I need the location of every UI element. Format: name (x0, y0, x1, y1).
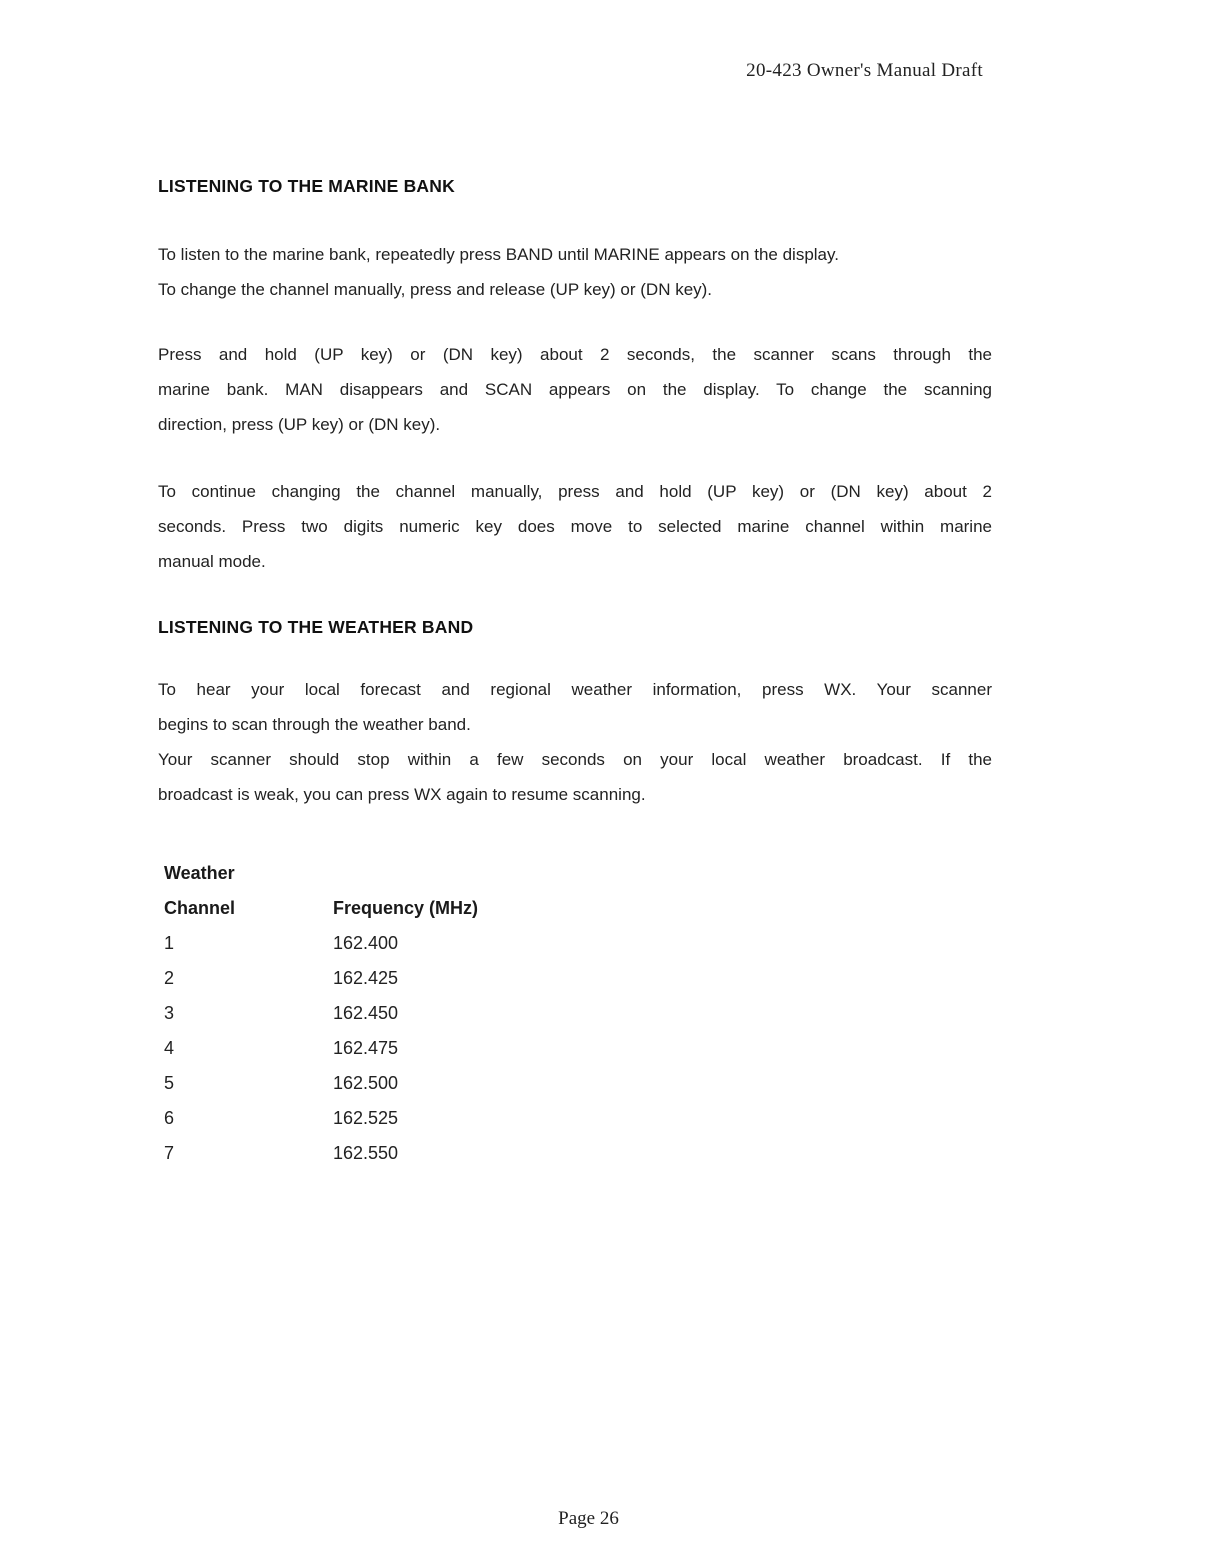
table-row (164, 1066, 533, 1101)
table-row (164, 996, 533, 1031)
paragraph-marine-scan (158, 337, 992, 442)
page-header: 20-423 Owner's Manual Draft (746, 60, 983, 81)
column-header-channel-line1: Weather (164, 863, 235, 883)
paragraph-marine-intro (158, 237, 992, 307)
frequency-cell: 162.475 (333, 1038, 399, 1058)
paragraph-marine-manual (158, 474, 992, 579)
paragraph-line: manual mode. (158, 552, 266, 571)
table-header-row (164, 891, 533, 926)
paragraph-line: Your scanner should stop within a few seconds on your local weather broadcast. If the (158, 750, 992, 769)
frequency-cell: 162.425 (333, 968, 399, 988)
column-header-frequency: Frequency (MHz) (333, 898, 479, 918)
paragraph-line: To hear your local forecast and regional weather information, press WX. Your scanner (158, 680, 992, 699)
column-header-channel: Channel (164, 898, 236, 918)
paragraph-line: seconds. Press two digits numeric key does move to selected marine channel within marine (158, 517, 992, 536)
channel-cell: 7 (164, 1143, 175, 1163)
paragraph-line: Press and hold (UP key) or (DN key) about 2 seconds, the scanner scans through the (158, 345, 992, 364)
paragraph-line: direction, press (UP key) or (DN key). (158, 415, 441, 434)
paragraph-line: marine bank. MAN disappears and SCAN appears on the display. To change the scanning (158, 380, 992, 399)
weather-channel-table (164, 856, 533, 1171)
frequency-cell: 162.550 (333, 1143, 399, 1163)
frequency-cell: 162.500 (333, 1073, 399, 1093)
paragraph-weather-stop (158, 742, 992, 812)
frequency-cell: 162.450 (333, 1003, 399, 1023)
page-number: Page 26 (558, 1508, 619, 1529)
channel-cell: 1 (164, 933, 175, 953)
paragraph-line: To change the channel manually, press and release (UP key) or (DN key). (158, 280, 713, 299)
channel-cell: 3 (164, 1003, 175, 1023)
table-row (164, 1136, 533, 1171)
section-heading-marine: LISTENING TO THE MARINE BANK (158, 176, 455, 196)
channel-cell: 2 (164, 968, 175, 988)
channel-cell: 6 (164, 1108, 175, 1128)
channel-cell: 5 (164, 1073, 175, 1093)
table-row (164, 1031, 533, 1066)
page-footer (0, 1508, 1221, 1530)
paragraph-line: To continue changing the channel manually, press and hold (UP key) or (DN key) about 2 (158, 482, 992, 501)
paragraph-line: broadcast is weak, you can press WX again to resume scanning. (158, 785, 646, 804)
frequency-cell: 162.400 (333, 933, 399, 953)
paragraph-line: To listen to the marine bank, repeatedly press BAND until MARINE appears on the display. (158, 245, 839, 264)
paragraph-weather-intro (158, 672, 992, 742)
frequency-cell: 162.525 (333, 1108, 399, 1128)
paragraph-line: begins to scan through the weather band. (158, 715, 471, 734)
table-row (164, 1101, 533, 1136)
section-heading-weather: LISTENING TO THE WEATHER BAND (158, 617, 474, 637)
table-header-row (164, 856, 533, 891)
document-body (158, 176, 992, 1171)
table-row (164, 961, 533, 996)
channel-cell: 4 (164, 1038, 175, 1058)
table-row (164, 926, 533, 961)
column-header-empty (333, 856, 533, 891)
